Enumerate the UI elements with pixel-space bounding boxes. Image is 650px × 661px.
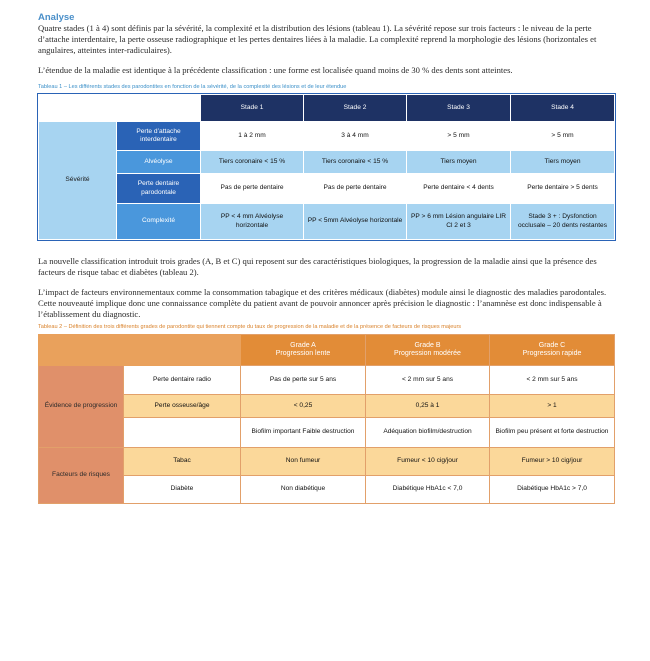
table2-cell: < 2 mm sur 5 ans: [366, 366, 490, 395]
table1-cell: > 5 mm: [511, 122, 615, 151]
grade-sub: Progression lente: [275, 350, 331, 357]
table1-header-stade3: Stade 3: [407, 95, 511, 122]
table2-cell: < 0,25: [241, 395, 366, 418]
table2-cell: > 1: [490, 395, 615, 418]
table2-cell: Adéquation biofilm/destruction: [366, 418, 490, 448]
table2-header-grade-a: [241, 335, 366, 366]
table2-cell: Diabétique HbA1c < 7,0: [366, 476, 490, 504]
table2-group-risques: Facteurs de risques: [39, 448, 124, 504]
table1-cell: Stade 3 + : Dysfonction occlusale – 20 dents restantes: [511, 204, 615, 240]
table2-header-grade-b: [366, 335, 490, 366]
grade-label: Grade A: [290, 341, 316, 349]
table1-row-label: Perte dentaire parodontale: [117, 174, 201, 204]
table1-header-stade1: Stade 1: [201, 95, 304, 122]
table1-header-stade4: Stade 4: [511, 95, 615, 122]
table1-group-severite: Sévérité: [39, 122, 117, 240]
table2-cell: 0,25 à 1: [366, 395, 490, 418]
table1-cell: PP < 5mm Alvéolyse horizontale: [304, 204, 407, 240]
table1-cell: 1 à 2 mm: [201, 122, 304, 151]
section-heading: Analyse: [38, 12, 75, 23]
table1-caption: Tableau 1 – Les différents stades des parodontites en fonction de la sévérité, de la complexité des lésions et de leur étendue: [38, 84, 347, 90]
grade-sub: Progression modérée: [394, 350, 461, 357]
table1-cell: Perte dentaire > 5 dents: [511, 174, 615, 204]
table2-corner: [39, 335, 241, 366]
table1-cell: > 5 mm: [407, 122, 511, 151]
table1-cell: PP > 6 mm Lésion angulaire LIR Cl 2 et 3: [407, 204, 511, 240]
table2-cell: Diabétique HbA1c > 7,0: [490, 476, 615, 504]
paragraph-2: L’étendue de la maladie est identique à la précédente classification : une forme est localisée quand moins de 30 % des dents sont atteintes.: [38, 65, 513, 75]
table1-cell: Tiers coronaire < 15 %: [201, 151, 304, 174]
table1-cell: Perte dentaire < 4 dents: [407, 174, 511, 204]
table2-cell: Pas de perte sur 5 ans: [241, 366, 366, 395]
table1-stades: [38, 94, 615, 240]
table2-cell: < 2 mm sur 5 ans: [490, 366, 615, 395]
table1-cell: Tiers moyen: [407, 151, 511, 174]
paragraph-3: La nouvelle classification introduit trois grades (A, B et C) qui reposent sur des caractéristiques biologiques, la progression de la maladie ainsi que la présence des facteurs de risque tabac et diabètes (tableau 2).: [38, 256, 597, 277]
table1-row-label: Complexité: [117, 204, 201, 240]
paragraph-4: L’impact de facteurs environnementaux comme la consommation tabagique et des critères médicaux (diabètes) module ainsi le diagnostic des maladies parodontales. Cette nouveauté implique donc une connaissance complète du patient avant de pouvoir annoncer après précision le diagnostic : l’anamnèse est donc indispensable à l’établissement du diagnostic.: [38, 287, 607, 319]
table2-row-label: Perte osseuse/âge: [124, 395, 241, 418]
table2-row-label: Diabète: [124, 476, 241, 504]
table2-cell: Non fumeur: [241, 448, 366, 476]
paragraph-1: Quatre stades (1 à 4) sont définis par la sévérité, la complexité et la distribution des lésions (tableau 1). La sévérité repose sur trois facteurs : le niveau de la perte d’attache interdentaire, la perte osseuse radiographique et les pertes dentaires liées à la maladie. La complexité reprend la morphologie des lésions (horizontales et angulaires, atteintes inter-radiculaires).: [38, 23, 597, 55]
article-page: [38, 12, 614, 504]
table2-cell: Fumeur < 10 cig/jour: [366, 448, 490, 476]
table2-grades: [38, 334, 615, 504]
table1-cell: Pas de perte dentaire: [304, 174, 407, 204]
table2-row-label: Tabac: [124, 448, 241, 476]
table1-cell: Pas de perte dentaire: [201, 174, 304, 204]
table2-cell: Non diabétique: [241, 476, 366, 504]
table1-corner: [39, 95, 201, 122]
table2-header-grade-c: [490, 335, 615, 366]
table2-row-label: Perte dentaire radio: [124, 366, 241, 395]
table2-cell: Biofilm peu présent et forte destruction: [490, 418, 615, 448]
table1-row-label: Perte d’attache interdentaire: [117, 122, 201, 151]
table1-row-label: Alvéolyse: [117, 151, 201, 174]
table2-group-progression: Évidence de progression: [39, 366, 124, 448]
table2-cell: Biofilm important Faible destruction: [241, 418, 366, 448]
table2-row-label: [124, 418, 241, 448]
grade-sub: Progression rapide: [522, 350, 582, 357]
table2-caption: Tableau 2 – Définition des trois différents grades de parodontite qui tiennent compte du taux de progression de la maladie et de la présence de facteurs de risques majeurs: [38, 324, 462, 330]
grade-label: Grade B: [414, 341, 441, 349]
table1-header-stade2: Stade 2: [304, 95, 407, 122]
table1-cell: PP < 4 mm Alvéolyse horizontale: [201, 204, 304, 240]
grade-label: Grade C: [538, 341, 566, 349]
table1-cell: 3 à 4 mm: [304, 122, 407, 151]
table2-cell: Fumeur > 10 cig/jour: [490, 448, 615, 476]
table1-cell: Tiers moyen: [511, 151, 615, 174]
table1-cell: Tiers coronaire < 15 %: [304, 151, 407, 174]
